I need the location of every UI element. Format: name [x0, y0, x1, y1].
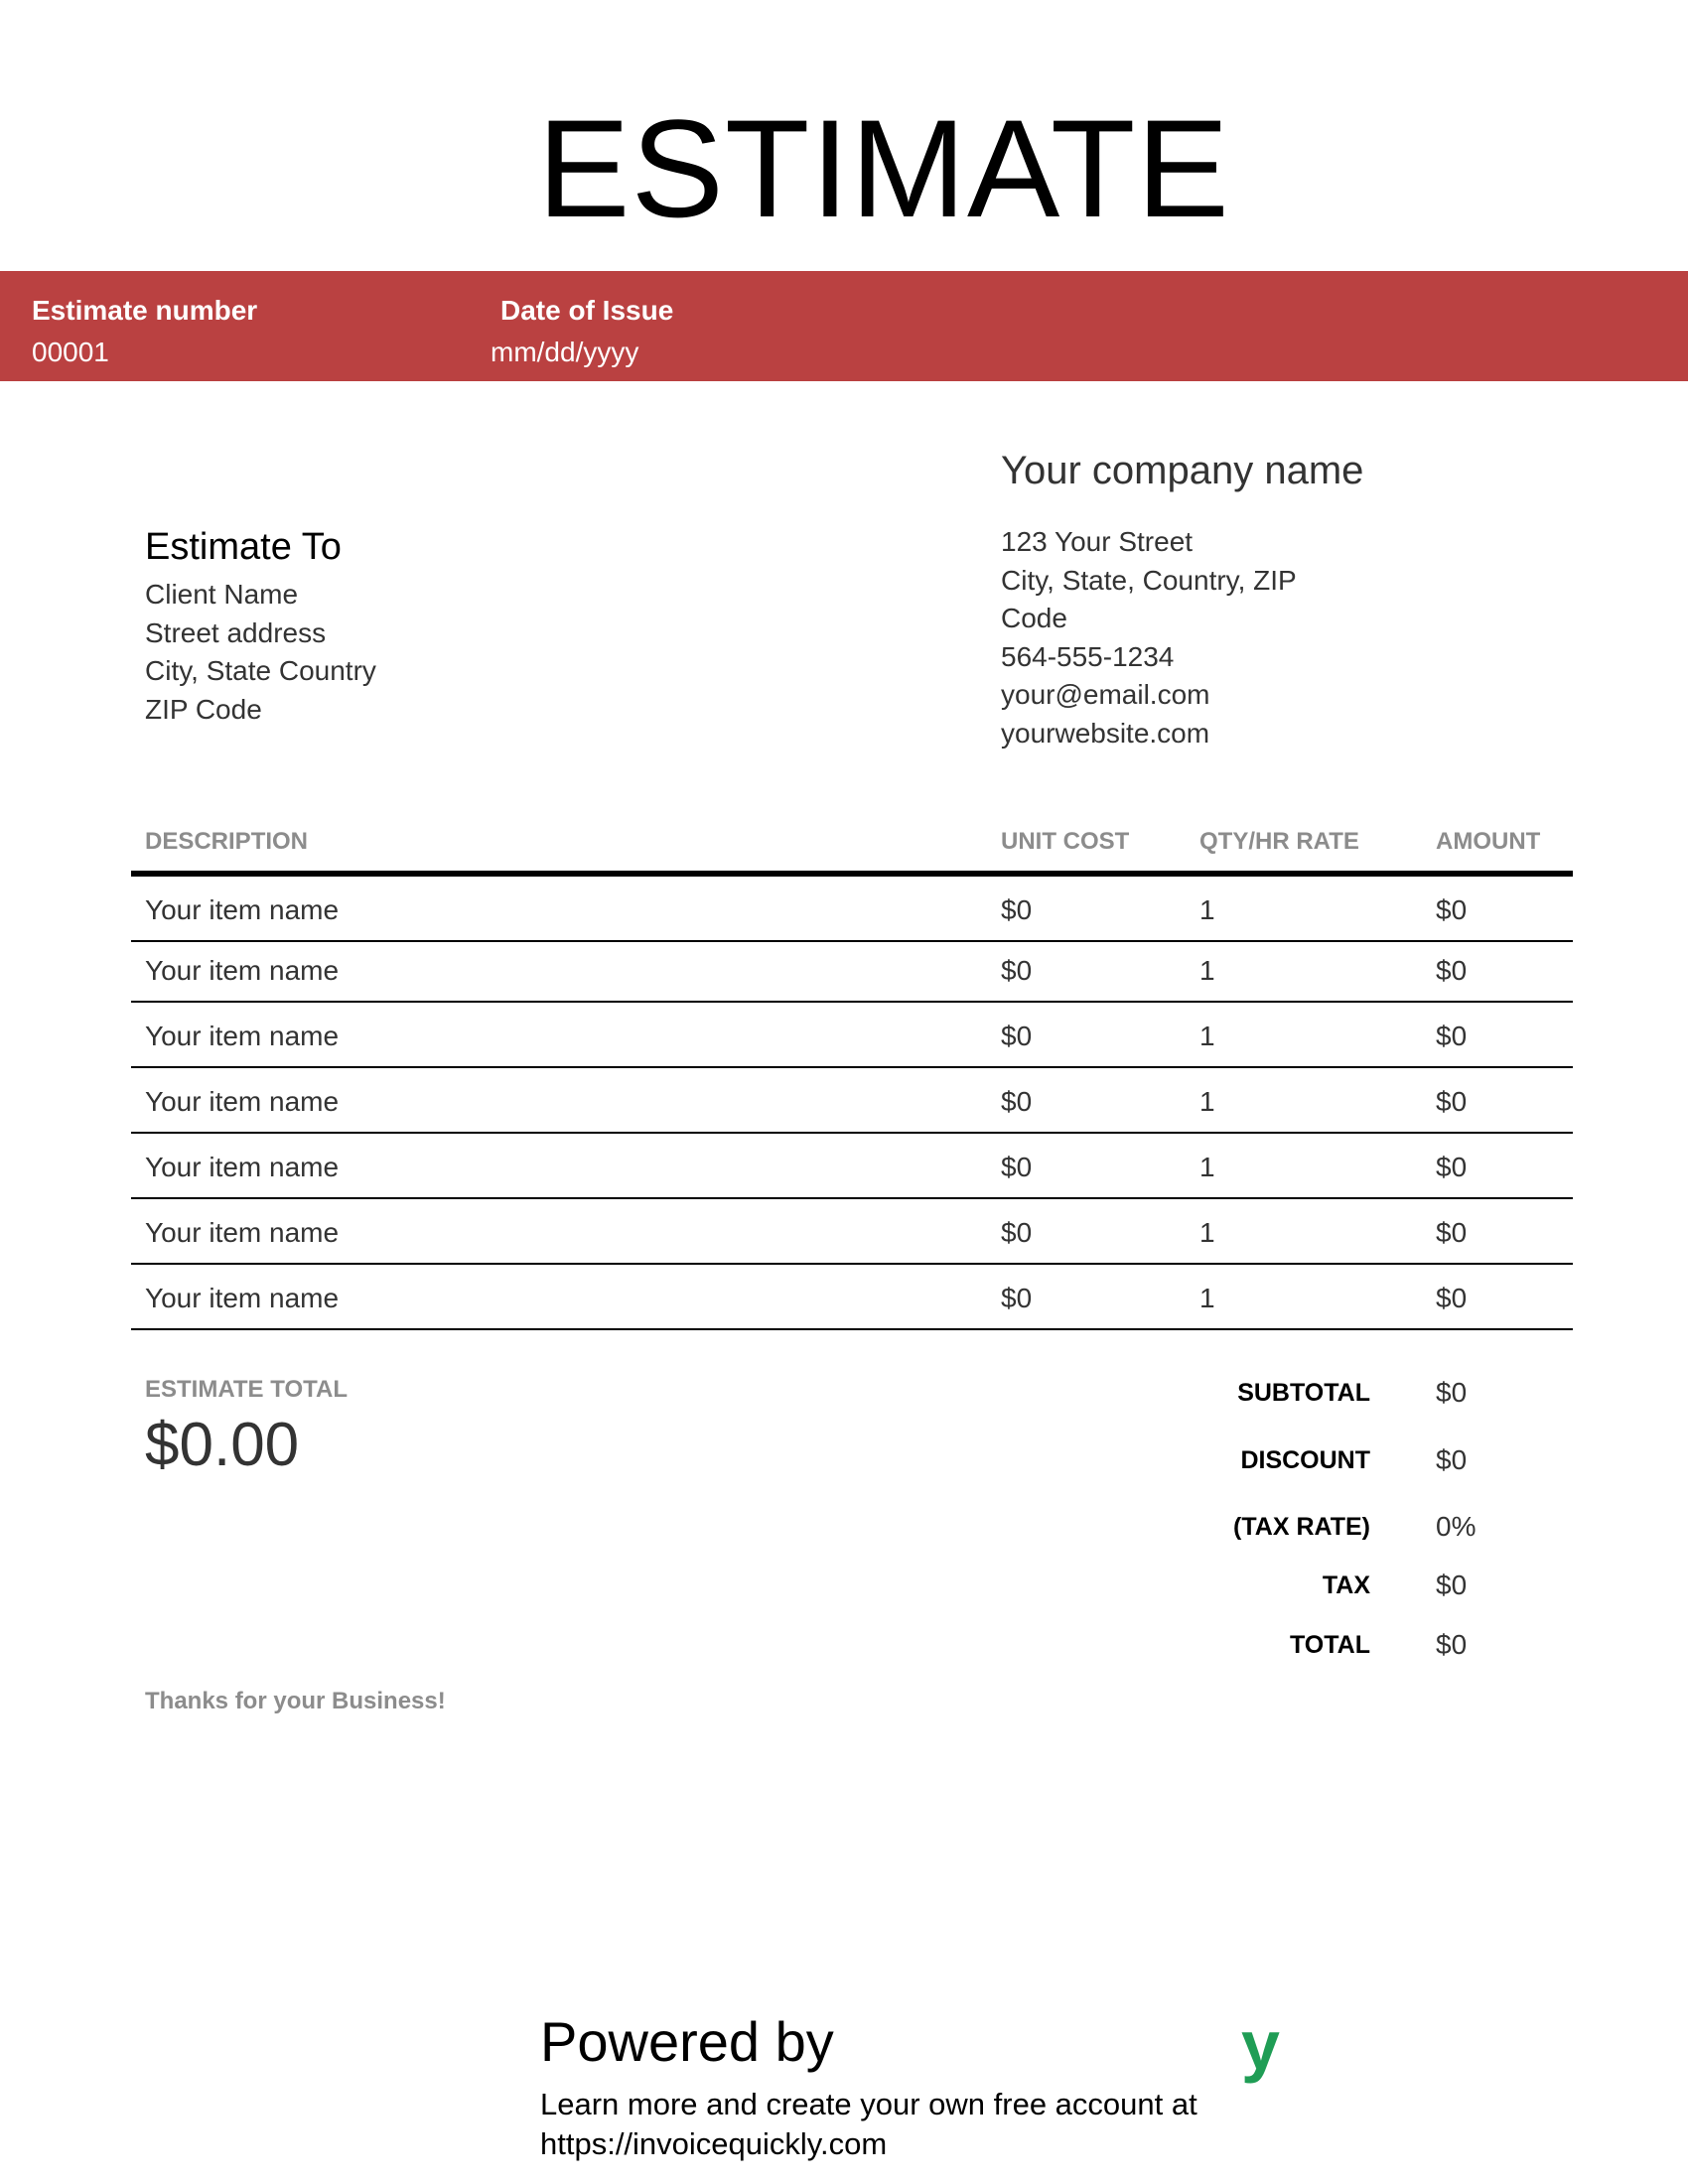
company-street: 123 Your Street — [1001, 526, 1194, 557]
tax-value: $0 — [1436, 1570, 1468, 1600]
client-zip: ZIP Code — [145, 693, 262, 725]
item-amount: $0 — [1436, 1086, 1468, 1117]
company-city-line-1: City, State, Country, ZIP — [1001, 564, 1297, 596]
item-description: Your item name — [145, 894, 340, 925]
estimate-number-value: 00001 — [32, 337, 109, 367]
table-row — [131, 937, 1573, 1003]
client-street: Street address — [145, 616, 327, 648]
item-qty: 1 — [1199, 1021, 1215, 1051]
tax-rate-label: (TAX RATE) — [1233, 1513, 1370, 1541]
item-amount: $0 — [1436, 1283, 1468, 1313]
item-description: Your item name — [145, 1021, 340, 1051]
discount-value: $0 — [1436, 1444, 1468, 1475]
table-row — [131, 1199, 1573, 1265]
item-amount: $0 — [1436, 1021, 1468, 1051]
column-header-unit-cost: UNIT COST — [1001, 828, 1130, 855]
table-row — [131, 877, 1573, 942]
item-qty: 1 — [1199, 955, 1215, 986]
item-unit-cost: $0 — [1001, 894, 1033, 925]
item-unit-cost: $0 — [1001, 955, 1033, 986]
estimate-total-label: ESTIMATE TOTAL — [145, 1376, 348, 1403]
table-row — [131, 1003, 1573, 1068]
brand-logo: y — [1241, 2006, 1280, 2084]
item-unit-cost: $0 — [1001, 1152, 1033, 1182]
row-divider — [131, 1328, 1573, 1330]
column-header-qty-rate: QTY/HR RATE — [1199, 828, 1359, 855]
document-title: ESTIMATE — [537, 90, 1230, 246]
item-qty: 1 — [1199, 1283, 1215, 1313]
estimate-to-heading: Estimate To — [145, 526, 342, 568]
powered-by-text: Powered by — [540, 2010, 834, 2073]
estimate-total-value: $0.00 — [145, 1411, 300, 1479]
learn-more-line: Learn more and create your own free account at — [540, 2087, 1197, 2121]
estimate-number-label: Estimate number — [32, 295, 258, 326]
table-row — [131, 1068, 1573, 1134]
item-unit-cost: $0 — [1001, 1283, 1033, 1313]
tax-label: TAX — [1322, 1571, 1370, 1599]
company-website: yourwebsite.com — [1001, 717, 1210, 749]
item-qty: 1 — [1199, 894, 1215, 925]
company-city-line-2: Code — [1001, 603, 1067, 633]
date-of-issue-label: Date of Issue — [500, 295, 674, 326]
total-label: TOTAL — [1289, 1631, 1370, 1659]
item-amount: $0 — [1436, 1217, 1468, 1248]
subtotal-label: SUBTOTAL — [1237, 1379, 1370, 1407]
table-row — [131, 1134, 1573, 1199]
item-amount: $0 — [1436, 894, 1468, 925]
item-amount: $0 — [1436, 1152, 1468, 1182]
table-row — [131, 1265, 1573, 1330]
client-city: City, State Country — [145, 655, 376, 686]
learn-more-text — [540, 2085, 1197, 2164]
company-email: your@email.com — [1001, 679, 1210, 710]
item-qty: 1 — [1199, 1152, 1215, 1182]
discount-label: DISCOUNT — [1240, 1446, 1370, 1474]
column-header-amount: AMOUNT — [1436, 828, 1541, 855]
thanks-message: Thanks for your Business! — [145, 1688, 446, 1714]
client-details — [145, 576, 376, 729]
item-unit-cost: $0 — [1001, 1217, 1033, 1248]
company-details — [1001, 523, 1338, 752]
item-qty: 1 — [1199, 1086, 1215, 1117]
item-amount: $0 — [1436, 955, 1468, 986]
item-unit-cost: $0 — [1001, 1021, 1033, 1051]
item-unit-cost: $0 — [1001, 1086, 1033, 1117]
subtotal-value: $0 — [1436, 1377, 1468, 1408]
item-description: Your item name — [145, 1086, 340, 1117]
website-link[interactable]: https://invoicequickly.com — [540, 2126, 888, 2161]
item-qty: 1 — [1199, 1217, 1215, 1248]
date-of-issue-value: mm/dd/yyyy — [491, 337, 639, 367]
item-description: Your item name — [145, 1283, 340, 1313]
company-name: Your company name — [1001, 449, 1364, 492]
company-phone: 564-555-1234 — [1001, 640, 1175, 672]
total-value: $0 — [1436, 1629, 1468, 1660]
item-description: Your item name — [145, 1217, 340, 1248]
tax-rate-value: 0% — [1436, 1511, 1477, 1542]
item-description: Your item name — [145, 1152, 340, 1182]
client-name: Client Name — [145, 579, 299, 610]
column-header-description: DESCRIPTION — [145, 828, 309, 855]
item-description: Your item name — [145, 955, 340, 986]
estimate-header-band — [0, 271, 1688, 381]
